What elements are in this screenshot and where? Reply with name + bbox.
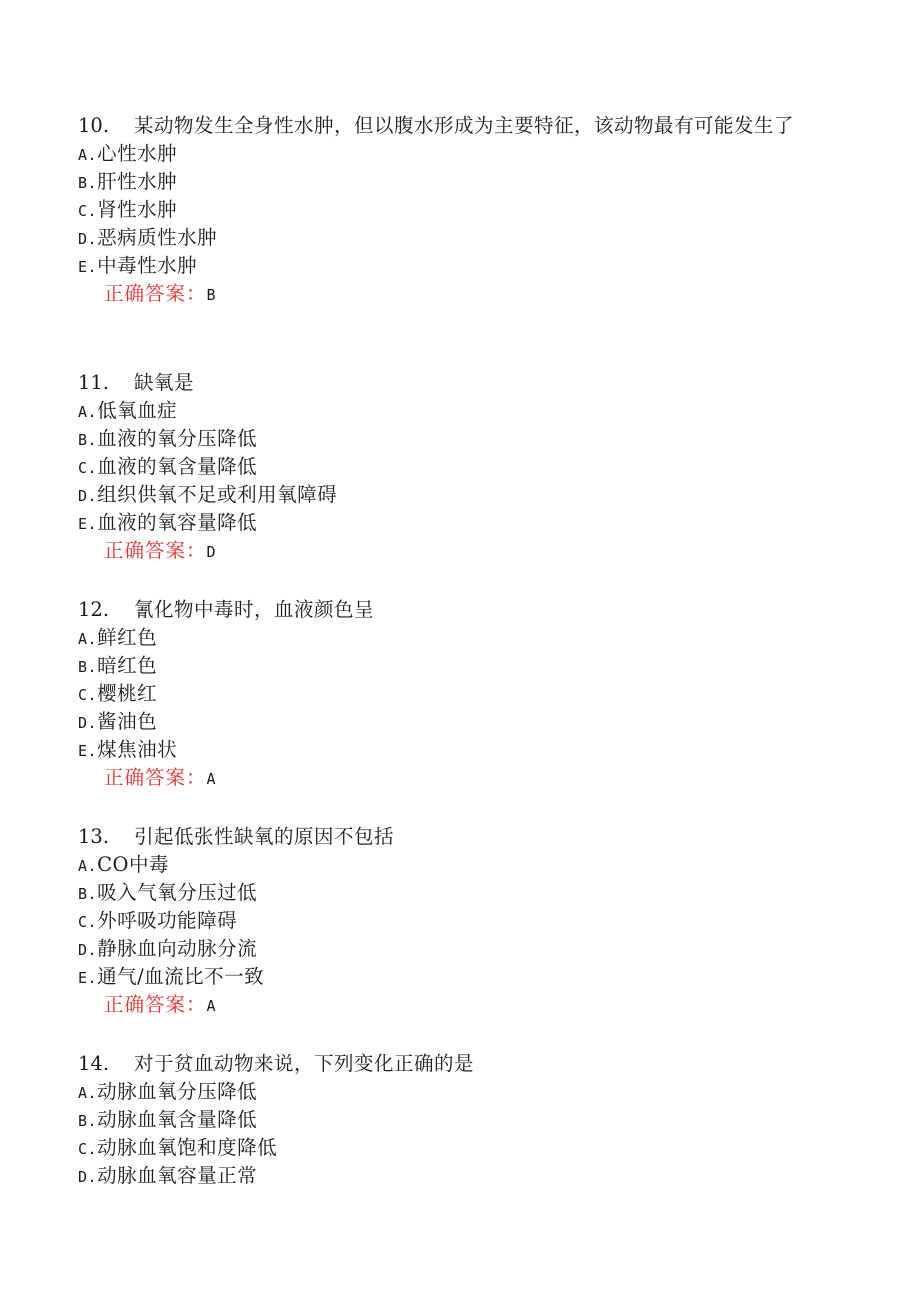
- option-text: 中毒性水肿: [97, 254, 198, 277]
- option-letter: A.: [78, 146, 98, 164]
- question-stem: [78, 368, 818, 397]
- option-text: 外呼吸功能障碍: [97, 909, 238, 932]
- option-letter: D.: [78, 941, 98, 959]
- option-letter: E.: [78, 969, 98, 987]
- option-text: 动脉血氧饱和度降低: [97, 1136, 278, 1159]
- option-letter: C.: [78, 202, 98, 220]
- option-list: [78, 624, 818, 764]
- option-list: [78, 397, 818, 537]
- option-letter: D.: [78, 230, 98, 248]
- option-text: 樱桃红: [97, 682, 158, 705]
- option-letter: E.: [78, 258, 98, 276]
- option-letter: C.: [78, 1140, 98, 1158]
- option-letter: A.: [78, 1084, 98, 1102]
- correct-answer: [78, 537, 818, 565]
- option-text: 通气/血流比不一致: [97, 965, 265, 988]
- option-letter: E.: [78, 515, 98, 533]
- question-10: [78, 111, 818, 308]
- option-text: 肝性水肿: [97, 170, 178, 193]
- option-a: [78, 624, 818, 652]
- option-text: 心性水肿: [97, 142, 178, 165]
- option-list: [78, 1078, 818, 1190]
- answer-label: 正确答案：: [104, 766, 207, 789]
- option-letter: B.: [78, 174, 98, 192]
- option-d: [78, 1162, 818, 1190]
- option-text: 吸入气氧分压过低: [97, 881, 258, 904]
- option-letter: A.: [78, 630, 98, 648]
- question-text: 引起低张性缺氧的原因不包括: [134, 825, 395, 848]
- option-letter: B.: [78, 885, 98, 903]
- question-number: 10.: [78, 114, 110, 137]
- option-a: [78, 397, 818, 425]
- question-stem: [78, 595, 818, 624]
- option-a: [78, 140, 818, 168]
- option-b: [78, 1106, 818, 1134]
- option-text: 血液的氧分压降低: [97, 427, 258, 450]
- option-e: [78, 963, 818, 991]
- option-text: CO中毒: [97, 853, 169, 876]
- question-stem: [78, 1049, 818, 1078]
- option-text: 血液的氧含量降低: [97, 455, 258, 478]
- answer-value: D: [206, 543, 216, 561]
- option-letter: B.: [78, 658, 98, 676]
- option-letter: B.: [78, 1112, 98, 1130]
- answer-label: 正确答案：: [104, 993, 207, 1016]
- option-text: 酱油色: [97, 710, 158, 733]
- option-d: [78, 708, 818, 736]
- option-text: 动脉血氧分压降低: [97, 1080, 258, 1103]
- option-letter: A.: [78, 857, 98, 875]
- option-c: [78, 196, 818, 224]
- option-d: [78, 481, 818, 509]
- option-list: [78, 140, 818, 280]
- question-14: [78, 1049, 818, 1190]
- option-letter: E.: [78, 742, 98, 760]
- option-e: [78, 509, 818, 537]
- option-e: [78, 252, 818, 280]
- option-b: [78, 425, 818, 453]
- question-text: 氰化物中毒时，血液颜色呈: [134, 598, 375, 621]
- question-number: 11.: [78, 371, 110, 394]
- question-12: [78, 595, 818, 792]
- option-e: [78, 736, 818, 764]
- option-letter: C.: [78, 913, 98, 931]
- answer-value: B: [206, 286, 216, 304]
- option-text: 肾性水肿: [97, 198, 178, 221]
- option-text: 静脉血向动脉分流: [97, 937, 258, 960]
- option-d: [78, 224, 818, 252]
- option-c: [78, 453, 818, 481]
- option-letter: D.: [78, 1168, 98, 1186]
- option-letter: D.: [78, 714, 98, 732]
- answer-value: A: [206, 997, 216, 1015]
- question-text: 某动物发生全身性水肿，但以腹水形成为主要特征，该动物最有可能发生了: [134, 114, 795, 137]
- question-text: 对于贫血动物来说，下列变化正确的是: [134, 1052, 475, 1075]
- option-text: 动脉血氧容量正常: [97, 1164, 258, 1187]
- answer-label: 正确答案：: [104, 282, 207, 305]
- answer-value: A: [206, 770, 216, 788]
- question-number: 12.: [78, 598, 110, 621]
- option-a: [78, 851, 818, 879]
- option-a: [78, 1078, 818, 1106]
- question-13: [78, 822, 818, 1019]
- option-text: 煤焦油状: [97, 738, 178, 761]
- option-list: [78, 851, 818, 991]
- option-d: [78, 935, 818, 963]
- option-letter: C.: [78, 686, 98, 704]
- option-text: 恶病质性水肿: [97, 226, 218, 249]
- question-number: 13.: [78, 825, 110, 848]
- option-c: [78, 907, 818, 935]
- answer-label: 正确答案：: [104, 539, 207, 562]
- question-text: 缺氧是: [134, 371, 195, 394]
- option-b: [78, 168, 818, 196]
- option-c: [78, 1134, 818, 1162]
- option-b: [78, 652, 818, 680]
- option-letter: C.: [78, 459, 98, 477]
- correct-answer: [78, 991, 818, 1019]
- question-stem: [78, 111, 818, 140]
- correct-answer: [78, 764, 818, 792]
- option-b: [78, 879, 818, 907]
- question-stem: [78, 822, 818, 851]
- option-text: 暗红色: [97, 654, 158, 677]
- question-number: 14.: [78, 1052, 110, 1075]
- question-11: [78, 368, 818, 565]
- option-letter: B.: [78, 431, 98, 449]
- option-text: 鲜红色: [97, 626, 158, 649]
- option-letter: A.: [78, 403, 98, 421]
- option-text: 血液的氧容量降低: [97, 511, 258, 534]
- option-text: 低氧血症: [97, 399, 178, 422]
- option-c: [78, 680, 818, 708]
- option-text: 组织供氧不足或利用氧障碍: [97, 483, 338, 506]
- option-text: 动脉血氧含量降低: [97, 1108, 258, 1131]
- option-letter: D.: [78, 487, 98, 505]
- correct-answer: [78, 280, 818, 308]
